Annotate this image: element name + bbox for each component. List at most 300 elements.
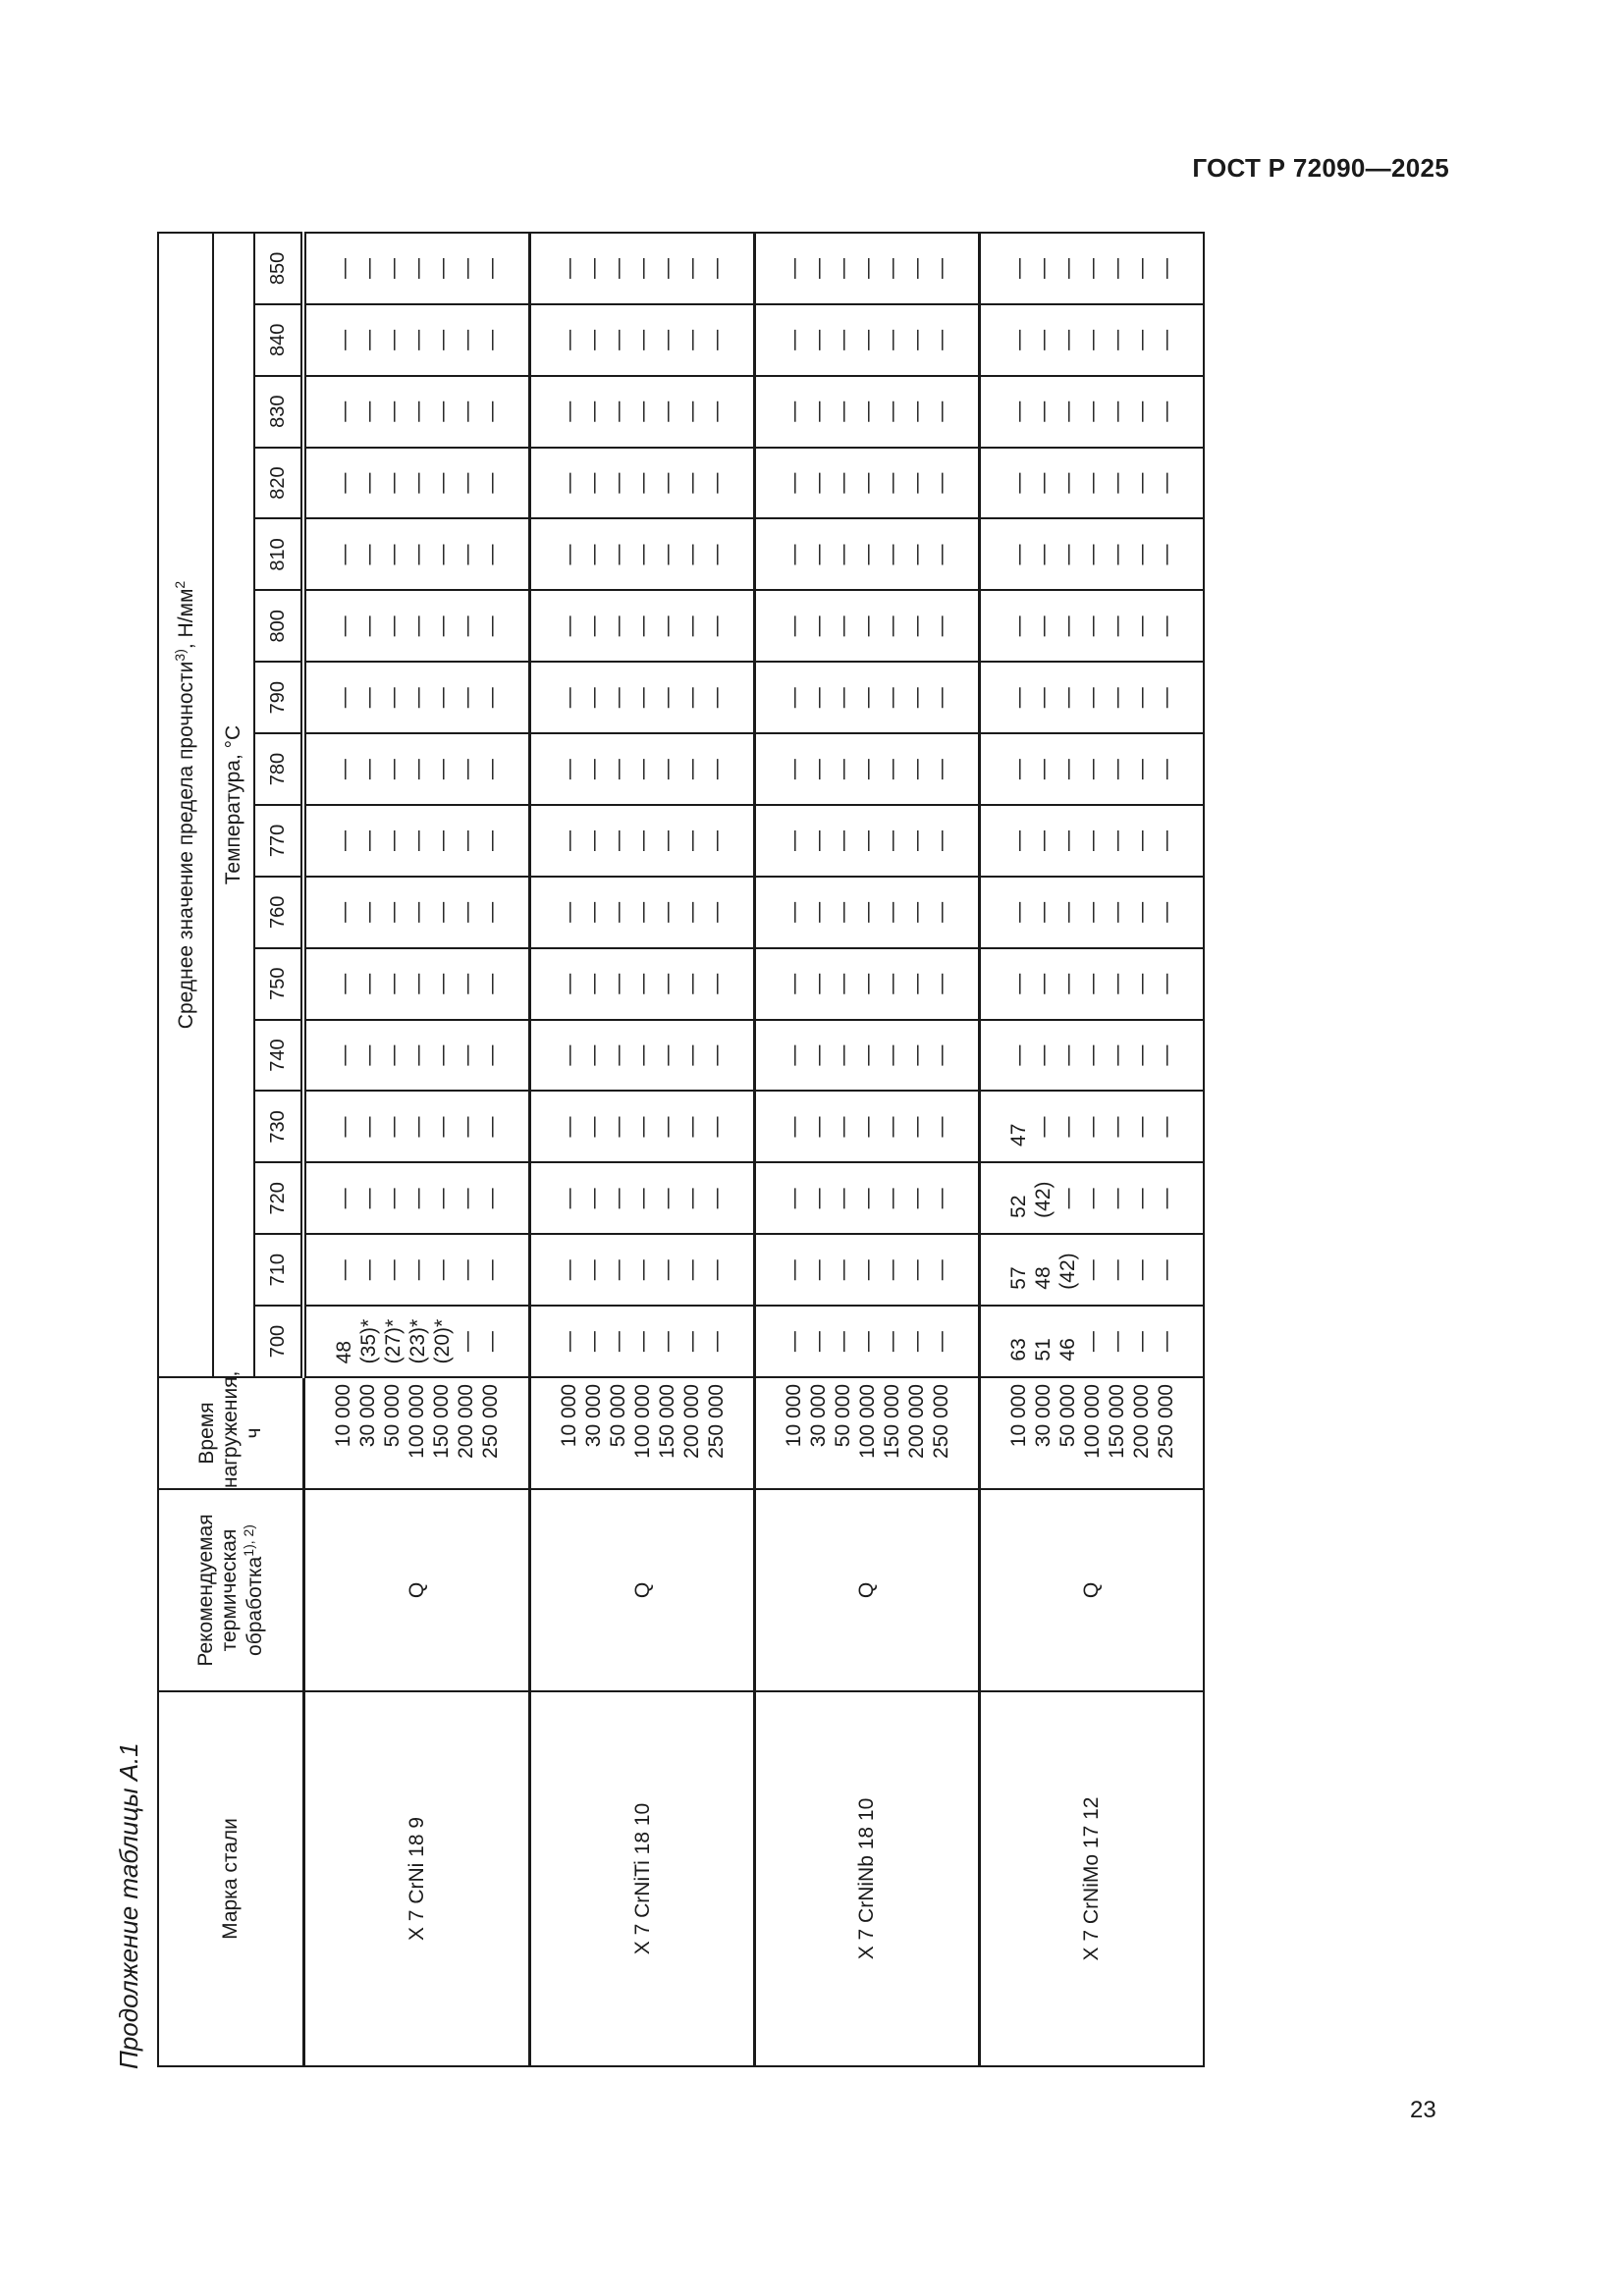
strength-value: — <box>679 472 703 494</box>
strength-value: — <box>630 1116 654 1138</box>
strength-value-list <box>332 320 504 359</box>
strength-value: — <box>1154 329 1177 350</box>
strength-value: — <box>655 400 678 422</box>
strength-value: — <box>855 400 879 422</box>
strength-value: — <box>381 901 405 923</box>
strength-value: — <box>855 687 879 709</box>
strength-value: — <box>455 400 478 422</box>
strength-value-cell <box>530 304 755 376</box>
strength-value: — <box>332 687 355 709</box>
strength-value: — <box>381 1259 405 1281</box>
strength-value: — <box>679 1116 703 1138</box>
strength-value: — <box>581 544 605 565</box>
steel-grade-cell: Х 7 CrNiTi 18 10 <box>530 1691 755 2066</box>
strength-value-cell <box>980 448 1204 519</box>
strength-value: — <box>406 329 429 350</box>
strength-value-list <box>557 1251 729 1290</box>
strength-value: — <box>406 687 429 709</box>
strength-value: — <box>1080 973 1104 994</box>
strength-value: — <box>557 1259 580 1281</box>
strength-value-list <box>557 248 729 288</box>
strength-value: — <box>1105 901 1128 923</box>
strength-value: — <box>630 400 654 422</box>
load-time-value: 10 000 <box>331 1384 354 1448</box>
strength-value: — <box>831 400 854 422</box>
load-time-value: 150 000 <box>1105 1384 1128 1459</box>
strength-value: — <box>1031 1044 1055 1066</box>
strength-value: — <box>332 973 355 994</box>
strength-value: — <box>332 544 355 565</box>
strength-value: — <box>855 901 879 923</box>
strength-value: — <box>356 687 380 709</box>
load-time-value: 100 000 <box>405 1384 428 1459</box>
strength-value: — <box>557 973 580 994</box>
strength-value: — <box>581 1259 605 1281</box>
strength-value-list <box>782 964 953 1003</box>
strength-value: — <box>1105 1044 1128 1066</box>
strength-value: — <box>406 759 429 780</box>
strength-value: — <box>1056 329 1079 350</box>
strength-value-list <box>332 248 504 288</box>
strength-value: — <box>1129 759 1153 780</box>
strength-value: — <box>782 901 805 923</box>
temperature-header-cell: 850 <box>254 233 303 304</box>
strength-value-list <box>557 1179 729 1218</box>
strength-value: — <box>1129 1259 1153 1281</box>
strength-value: — <box>1056 687 1079 709</box>
strength-value: — <box>581 329 605 350</box>
strength-value: — <box>880 901 903 923</box>
strength-value-cell <box>530 519 755 591</box>
strength-value: — <box>655 1259 678 1281</box>
strength-value: — <box>356 973 380 994</box>
strength-value: (20)* <box>430 1318 454 1364</box>
page-number: 23 <box>1410 2097 1436 2123</box>
strength-value: — <box>929 973 952 994</box>
strength-value: — <box>655 329 678 350</box>
load-time-value: 100 000 <box>630 1384 654 1459</box>
strength-value: — <box>1006 1044 1030 1066</box>
strength-value-cell <box>755 1020 980 1092</box>
strength-value: — <box>606 615 629 637</box>
strength-value: — <box>655 1044 678 1066</box>
strength-value: — <box>606 1259 629 1281</box>
strength-value: — <box>1056 1116 1079 1138</box>
strength-value-list <box>1006 750 1178 789</box>
load-time-value: 50 000 <box>831 1384 854 1448</box>
strength-value-list <box>1006 392 1178 431</box>
strength-value: — <box>904 1259 928 1281</box>
strength-value: — <box>655 1331 678 1353</box>
strength-value: — <box>904 1116 928 1138</box>
load-time-value: 50 000 <box>1056 1384 1079 1448</box>
strength-value-list <box>332 535 504 574</box>
strength-value: — <box>880 1188 903 1209</box>
strength-value: — <box>831 329 854 350</box>
strength-value: — <box>581 1044 605 1066</box>
strength-value: — <box>1056 472 1079 494</box>
strength-value: — <box>1080 1331 1104 1353</box>
strength-value: — <box>904 687 928 709</box>
load-time-value: 30 000 <box>1031 1384 1055 1448</box>
load-time-value: 200 000 <box>904 1384 928 1459</box>
strength-value: — <box>855 759 879 780</box>
load-time-value: 250 000 <box>1154 1384 1177 1459</box>
strength-value: — <box>655 829 678 851</box>
strength-value-cell <box>755 233 980 304</box>
header-temperature: Температура, °С <box>213 233 254 1377</box>
strength-value: 48 <box>332 1340 355 1364</box>
strength-value-cell <box>755 1162 980 1234</box>
strength-value: — <box>557 1044 580 1066</box>
strength-value: — <box>1031 829 1055 851</box>
strength-value-cell <box>980 948 1204 1020</box>
strength-value: — <box>904 329 928 350</box>
header-steel-grade: Марка стали <box>158 1691 303 2066</box>
strength-value: — <box>679 329 703 350</box>
strength-value: — <box>356 615 380 637</box>
strength-value: — <box>806 1116 830 1138</box>
strength-value: — <box>704 1259 728 1281</box>
strength-value: — <box>704 759 728 780</box>
strength-value-list <box>1006 678 1178 718</box>
strength-value: — <box>430 1259 454 1281</box>
strength-value: — <box>581 1188 605 1209</box>
strength-value: — <box>904 901 928 923</box>
strength-value: — <box>1056 615 1079 637</box>
strength-value: — <box>1056 759 1079 780</box>
strength-value-cell <box>980 1306 1204 1377</box>
strength-value: — <box>381 329 405 350</box>
strength-value: — <box>904 544 928 565</box>
strength-value: — <box>356 472 380 494</box>
strength-value: — <box>782 1331 805 1353</box>
temperature-header-cell: 820 <box>254 448 303 519</box>
strength-value: — <box>704 615 728 637</box>
strength-value: — <box>630 1259 654 1281</box>
strength-value-list <box>332 750 504 789</box>
temperature-header-cell: 770 <box>254 805 303 877</box>
strength-value: — <box>1105 1259 1128 1281</box>
strength-value: — <box>630 1044 654 1066</box>
strength-value: — <box>381 1116 405 1138</box>
strength-value: — <box>406 615 429 637</box>
strength-value: — <box>679 257 703 279</box>
strength-value-cell <box>530 448 755 519</box>
strength-value: — <box>381 615 405 637</box>
strength-value: — <box>679 687 703 709</box>
strength-value: — <box>655 1188 678 1209</box>
strength-value: — <box>704 472 728 494</box>
strength-value: — <box>782 615 805 637</box>
strength-value: — <box>1006 759 1030 780</box>
strength-value-cell <box>303 448 530 519</box>
strength-value: — <box>430 973 454 994</box>
strength-value: — <box>1129 1331 1153 1353</box>
strength-value: — <box>831 1331 854 1353</box>
strength-value: — <box>904 1188 928 1209</box>
strength-value-cell <box>980 304 1204 376</box>
strength-value: — <box>831 472 854 494</box>
load-time-value: 10 000 <box>1006 1384 1030 1448</box>
strength-value: — <box>581 1331 605 1353</box>
strength-value-cell <box>980 1092 1204 1163</box>
strength-value: — <box>904 615 928 637</box>
strength-value: — <box>1080 759 1104 780</box>
strength-value-cell <box>980 1162 1204 1234</box>
strength-value: — <box>1129 901 1153 923</box>
strength-value: — <box>406 973 429 994</box>
strength-value: — <box>381 829 405 851</box>
strength-value: — <box>929 759 952 780</box>
strength-value-list <box>332 1251 504 1290</box>
strength-value: — <box>1031 687 1055 709</box>
strength-value: — <box>479 901 503 923</box>
strength-value-cell <box>530 805 755 877</box>
header-mean-strength-unit: , Н/мм <box>175 588 198 650</box>
temperature-header-cell: 730 <box>254 1092 303 1163</box>
strength-value-cell <box>980 376 1204 448</box>
strength-value: — <box>704 544 728 565</box>
strength-value: (42) <box>1056 1253 1079 1290</box>
strength-value: — <box>455 1044 478 1066</box>
strength-value: 47 <box>1006 1123 1030 1147</box>
strength-value: — <box>679 1259 703 1281</box>
load-time-value: 100 000 <box>1080 1384 1104 1459</box>
strength-value: — <box>929 1331 952 1353</box>
strength-value: — <box>1129 973 1153 994</box>
strength-value: — <box>406 1044 429 1066</box>
strength-value: — <box>1105 973 1128 994</box>
strength-value: — <box>1006 544 1030 565</box>
load-time-value: 30 000 <box>355 1384 379 1448</box>
strength-value: — <box>356 901 380 923</box>
strength-value: 52 <box>1006 1195 1030 1218</box>
strength-value: — <box>1080 544 1104 565</box>
strength-value: — <box>831 687 854 709</box>
strength-value: — <box>1080 329 1104 350</box>
strength-value: — <box>455 759 478 780</box>
strength-value: (42) <box>1031 1181 1055 1218</box>
strength-value-cell <box>755 877 980 948</box>
steel-group-row <box>530 233 755 2066</box>
strength-value: — <box>406 1188 429 1209</box>
strength-value: — <box>381 472 405 494</box>
strength-value: — <box>782 257 805 279</box>
heat-treatment-cell: Q <box>530 1489 755 1691</box>
strength-value: — <box>782 759 805 780</box>
strength-value: — <box>855 329 879 350</box>
table-body <box>303 233 1204 2066</box>
strength-value-list <box>1006 1179 1178 1218</box>
strength-value-list <box>782 821 953 860</box>
strength-value: — <box>831 257 854 279</box>
strength-value: — <box>1129 544 1153 565</box>
strength-value: — <box>1006 687 1030 709</box>
strength-value-cell <box>530 1234 755 1306</box>
strength-value-list <box>557 964 729 1003</box>
strength-value: — <box>855 1044 879 1066</box>
strength-value: — <box>430 329 454 350</box>
strength-value: — <box>929 829 952 851</box>
strength-value: — <box>479 615 503 637</box>
strength-value-cell <box>303 1020 530 1092</box>
strength-value: — <box>806 615 830 637</box>
strength-value: — <box>880 829 903 851</box>
strength-value-cell <box>303 519 530 591</box>
strength-value: — <box>479 687 503 709</box>
strength-value: — <box>406 400 429 422</box>
strength-value-list <box>1006 463 1178 503</box>
strength-value: — <box>806 329 830 350</box>
strength-value: 63 <box>1006 1338 1030 1362</box>
strength-value: — <box>1006 257 1030 279</box>
strength-value: — <box>655 472 678 494</box>
strength-value: — <box>806 901 830 923</box>
strength-value: — <box>430 829 454 851</box>
strength-value: — <box>831 1116 854 1138</box>
strength-value: — <box>904 400 928 422</box>
load-time-cell <box>755 1377 980 1489</box>
strength-value: — <box>831 829 854 851</box>
strength-value: — <box>782 472 805 494</box>
strength-value-list <box>782 1107 953 1147</box>
strength-value: — <box>806 1259 830 1281</box>
strength-value-list <box>1006 1107 1178 1147</box>
strength-value: — <box>455 829 478 851</box>
strength-value: — <box>1154 472 1177 494</box>
strength-value: — <box>929 615 952 637</box>
strength-value: — <box>581 615 605 637</box>
strength-value: — <box>581 257 605 279</box>
strength-value: 57 <box>1006 1266 1030 1290</box>
strength-value: — <box>606 687 629 709</box>
load-time-value: 250 000 <box>704 1384 728 1459</box>
strength-value: — <box>1080 1188 1104 1209</box>
strength-value: — <box>1129 472 1153 494</box>
strength-value: — <box>704 257 728 279</box>
strength-value: — <box>1031 400 1055 422</box>
strength-value-cell <box>530 376 755 448</box>
temperature-header-cell: 740 <box>254 1020 303 1092</box>
strength-value: — <box>1031 973 1055 994</box>
strength-value-list <box>1006 320 1178 359</box>
strength-value: — <box>606 829 629 851</box>
strength-value: — <box>430 687 454 709</box>
strength-value: — <box>831 1044 854 1066</box>
strength-value-cell <box>303 662 530 733</box>
strength-value-list <box>782 678 953 718</box>
strength-value: — <box>1129 829 1153 851</box>
strength-value: — <box>679 759 703 780</box>
strength-value: — <box>782 400 805 422</box>
strength-value: — <box>831 901 854 923</box>
strength-value-cell <box>755 805 980 877</box>
strength-value: — <box>455 901 478 923</box>
strength-value: — <box>1154 1331 1177 1353</box>
strength-value: — <box>356 257 380 279</box>
strength-value: — <box>479 1259 503 1281</box>
strength-value-cell <box>303 1306 530 1377</box>
strength-value: — <box>1129 687 1153 709</box>
strength-value: — <box>381 1188 405 1209</box>
strength-value-list <box>1006 535 1178 574</box>
strength-value-cell <box>303 233 530 304</box>
strength-value: — <box>1080 1259 1104 1281</box>
strength-value: — <box>406 829 429 851</box>
strength-value: — <box>356 1188 380 1209</box>
strength-value-cell <box>303 590 530 662</box>
strength-value: — <box>406 1116 429 1138</box>
strength-value: — <box>704 1331 728 1353</box>
strength-value: — <box>406 901 429 923</box>
heat-treatment-cell: Q <box>980 1489 1204 1691</box>
strength-value: — <box>1154 615 1177 637</box>
strength-value-list <box>332 892 504 932</box>
load-time-value: 30 000 <box>806 1384 830 1448</box>
strength-value: — <box>880 687 903 709</box>
strength-value-list <box>557 678 729 718</box>
load-time-value: 50 000 <box>380 1384 404 1448</box>
strength-value: — <box>455 1331 478 1353</box>
header-mean-strength-text: Среднее значение предела прочности <box>175 661 198 1030</box>
strength-value-cell <box>980 519 1204 591</box>
strength-value: — <box>855 1331 879 1353</box>
strength-value: — <box>1105 1116 1128 1138</box>
strength-value-list <box>332 607 504 646</box>
strength-value-list <box>332 1107 504 1147</box>
strength-value: — <box>1154 829 1177 851</box>
strength-value: — <box>1056 829 1079 851</box>
strength-value-cell <box>755 1306 980 1377</box>
load-time-cell <box>980 1377 1204 1489</box>
strength-value: — <box>1105 1188 1128 1209</box>
strength-value: — <box>630 472 654 494</box>
strength-value: — <box>855 973 879 994</box>
strength-value: — <box>929 1188 952 1209</box>
strength-value: — <box>557 1116 580 1138</box>
strength-value: — <box>606 544 629 565</box>
strength-value-cell <box>980 1020 1204 1092</box>
strength-value-cell <box>303 948 530 1020</box>
strength-value: — <box>1056 257 1079 279</box>
strength-value-list <box>557 750 729 789</box>
strength-value: 48 <box>1031 1266 1055 1290</box>
strength-value-cell <box>530 233 755 304</box>
strength-value-list <box>782 750 953 789</box>
strength-value-list <box>1006 964 1178 1003</box>
strength-value: — <box>679 544 703 565</box>
strength-value: — <box>557 901 580 923</box>
strength-value: — <box>630 329 654 350</box>
strength-value: — <box>479 1188 503 1209</box>
strength-value: — <box>1105 544 1128 565</box>
strength-value-cell <box>303 1092 530 1163</box>
strength-value: — <box>581 901 605 923</box>
strength-value: — <box>1006 400 1030 422</box>
strength-value: — <box>1056 901 1079 923</box>
strength-value: — <box>929 472 952 494</box>
strength-value: — <box>1006 615 1030 637</box>
strength-value-cell <box>980 877 1204 948</box>
strength-value: — <box>929 1116 952 1138</box>
header-mean-strength-note: 3) <box>172 649 189 662</box>
strength-value: — <box>455 615 478 637</box>
strength-value-cell <box>530 1020 755 1092</box>
strength-value: — <box>381 759 405 780</box>
strength-value: — <box>381 400 405 422</box>
strength-value: — <box>1105 759 1128 780</box>
